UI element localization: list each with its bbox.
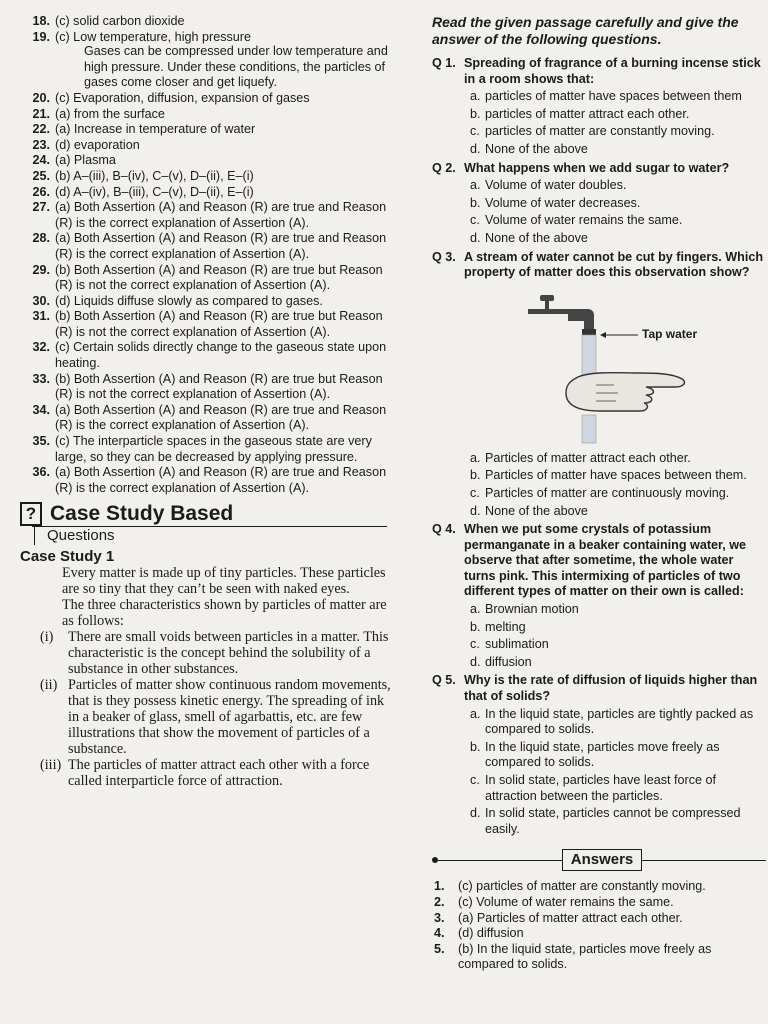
answer-item (20, 309, 392, 340)
answer-option (432, 773, 766, 804)
answer-key-item (432, 879, 766, 895)
answer-item (20, 434, 392, 465)
question-number: Q 1. (432, 56, 456, 70)
option-letter: c. (470, 485, 480, 500)
answer-text: (d) Liquids diffuse slowly as compared to gases. (55, 293, 323, 308)
option-letter: a. (470, 178, 481, 193)
question-text: Why is the rate of diffusion of liquids higher than that of solids? (464, 673, 758, 704)
case-paragraph-1: Every matter is made up of tiny particles. These particles are so tiny that they can’t be seen with naked eyes. (62, 565, 386, 597)
answer-option (432, 740, 766, 771)
question-mark-icon: ? (20, 502, 42, 526)
answer-number: 29. (32, 262, 50, 277)
answer-option (432, 178, 766, 194)
answer-item (20, 91, 392, 107)
answer-key-number: 2. (434, 894, 445, 909)
answer-text: (b) Both Assertion (A) and Reason (R) are true but Reason (R) is not the correct explanation of Assertion (A). (55, 371, 383, 402)
answer-option (432, 707, 766, 738)
case-list-item (20, 757, 392, 789)
question-list (432, 56, 766, 837)
answer-item (20, 138, 392, 154)
roman-numeral: (i) (40, 629, 54, 645)
answer-text: (c) Certain solids directly change to the gaseous state upon heating. (55, 340, 387, 371)
option-text: In the liquid state, particles move freely as compared to solids. (485, 739, 720, 770)
answer-number: 25. (32, 168, 50, 183)
answer-text: (c) solid carbon dioxide (55, 14, 185, 28)
answer-text: (b) Both Assertion (A) and Reason (R) are true but Reason (R) is not the correct explanation of Assertion (A). (55, 262, 383, 293)
case-list-item (20, 629, 392, 677)
answer-key-number: 1. (434, 879, 445, 894)
option-text: Volume of water remains the same. (485, 213, 683, 228)
answer-number: 26. (32, 184, 50, 199)
option-text: In the liquid state, particles are tightly packed as compared to solids. (485, 706, 754, 737)
option-letter: b. (470, 106, 481, 121)
option-letter: d. (470, 141, 481, 156)
option-text: Particles of matter are continuously moving. (485, 485, 730, 500)
option-text: None of the above (485, 230, 588, 245)
answer-number: 35. (32, 434, 50, 449)
answer-option (432, 142, 766, 158)
answer-number: 28. (32, 231, 50, 246)
option-letter: d. (470, 806, 481, 821)
answer-number: 18. (32, 14, 50, 28)
question-number: Q 2. (432, 160, 456, 175)
question (432, 161, 766, 177)
answer-option (432, 468, 766, 484)
tap-icon (468, 287, 718, 447)
divider (438, 860, 562, 861)
answer-key-text: (c) Volume of water remains the same. (458, 894, 674, 909)
answer-text: (c) The interparticle spaces in the gaseous state are very large, so they can be decreased by applying pressure. (55, 434, 372, 464)
case-paragraph-2: The three characteristics shown by particles of matter are as follows: (62, 597, 387, 629)
answer-text: (a) Both Assertion (A) and Reason (R) are true and Reason (R) is the correct explanation of Assertion (A). (55, 402, 387, 433)
option-text: None of the above (485, 141, 588, 156)
question-number: Q 4. (432, 522, 456, 537)
passage-instruction: Read the given passage carefully and give the answer of the following questions. (432, 14, 739, 47)
option-letter: d. (470, 503, 481, 518)
option-letter: a. (470, 89, 481, 104)
option-letter: b. (470, 195, 481, 210)
roman-numeral: (ii) (40, 677, 58, 693)
answer-key-text: (d) diffusion (458, 926, 524, 941)
case-study-header (20, 502, 392, 526)
answer-item (20, 263, 392, 294)
answer-item (20, 200, 392, 231)
option-text: particles of matter have spaces between them (485, 89, 742, 104)
option-letter: c. (470, 213, 480, 228)
answer-item (20, 294, 392, 310)
option-text: diffusion (485, 654, 532, 669)
case-item-text: The particles of matter attract each other with a force called interparticle force of attraction. (68, 757, 370, 789)
answer-number: 27. (32, 200, 50, 215)
answer-text: (a) Plasma (55, 153, 116, 168)
section-title: Case Study Based (50, 502, 234, 526)
answer-number: 22. (32, 122, 50, 137)
answer-option (432, 451, 766, 467)
answer-option (432, 806, 766, 837)
answer-number: 23. (32, 137, 50, 152)
question-text: Spreading of fragrance of a burning incense stick in a room shows that: (464, 56, 761, 86)
answer-key-item (432, 911, 766, 927)
answers-title: Answers (562, 849, 643, 871)
answer-key-text: (b) In the liquid state, particles move freely as compared to solids. (458, 941, 712, 972)
answer-text: (a) from the surface (55, 106, 165, 121)
answer-explanation: Gases can be compressed under low temperature and high pressure. Under these conditions, the particles of gases come closer and get liquefy. (84, 44, 388, 90)
answer-option (432, 107, 766, 123)
option-letter: a. (470, 602, 481, 617)
answer-option (432, 124, 766, 140)
option-text: None of the above (485, 503, 588, 518)
option-text: Brownian motion (485, 602, 579, 617)
divider (642, 860, 766, 861)
answer-item (20, 403, 392, 434)
answer-option (432, 620, 766, 636)
option-letter: b. (470, 468, 481, 483)
answer-number: 32. (32, 340, 50, 355)
answer-item (20, 122, 392, 138)
option-text: Volume of water decreases. (485, 195, 641, 210)
answer-key-item (432, 942, 766, 973)
option-text: Particles of matter have spaces between them. (485, 468, 747, 483)
answer-number: 24. (32, 153, 50, 168)
option-text: sublimation (485, 637, 549, 652)
option-text: Volume of water doubles. (485, 178, 627, 193)
option-letter: c. (470, 773, 480, 787)
option-letter: d. (470, 654, 481, 669)
figure-label: Tap water (642, 326, 698, 341)
case-item-text: There are small voids between particles in a matter. This characteristic is the concept behind the solubility of a substance in other substances. (68, 629, 389, 677)
answer-item (20, 465, 392, 496)
answer-number: 20. (32, 90, 50, 105)
question (432, 673, 766, 704)
answer-option (432, 89, 766, 105)
option-letter: b. (470, 619, 481, 634)
answer-item (20, 372, 392, 403)
case-items (20, 629, 392, 789)
case-list-item (20, 677, 392, 757)
option-text: particles of matter attract each other. (485, 106, 690, 121)
question (432, 56, 766, 87)
left-column (20, 14, 392, 789)
answer-key-number: 3. (434, 910, 445, 925)
answer-item (20, 340, 392, 371)
answer-number: 19. (32, 29, 50, 44)
answer-option (432, 504, 766, 520)
right-column (432, 14, 766, 973)
answer-item (20, 185, 392, 201)
answer-text: (a) Both Assertion (A) and Reason (R) are true and Reason (R) is the correct explanation of Assertion (A). (55, 231, 387, 261)
question-text: A stream of water cannot be cut by fingers. Which property of matter does this observation show? (464, 249, 764, 280)
option-text: particles of matter are constantly moving. (485, 124, 715, 139)
case-heading: Case Study 1 (20, 548, 115, 566)
answer-item (20, 30, 392, 46)
option-letter: d. (470, 230, 481, 245)
answer-text: (d) A–(iv), B–(iii), C–(v), D–(ii), E–(i) (55, 184, 254, 199)
answer-key-item (432, 926, 766, 942)
question-number: Q 5. (432, 673, 456, 688)
option-letter: b. (470, 739, 481, 754)
answer-option (432, 231, 766, 247)
answer-key-number: 4. (434, 926, 445, 941)
option-letter: a. (470, 450, 481, 465)
answer-item (20, 231, 392, 262)
option-text: In solid state, particles have least force of attraction between the particles. (485, 773, 717, 803)
answer-text: (c) Evaporation, diffusion, expansion of gases (55, 90, 310, 105)
answer-text: (b) A–(iii), B–(iv), C–(v), D–(ii), E–(i) (55, 168, 254, 183)
answer-option (432, 196, 766, 212)
question (432, 250, 766, 281)
answer-text: (a) Both Assertion (A) and Reason (R) are true and Reason (R) is the correct explanation of Assertion (A). (55, 465, 387, 495)
answer-item (20, 14, 392, 30)
answer-key (432, 879, 766, 973)
question-number: Q 3. (432, 249, 456, 264)
roman-numeral: (iii) (40, 757, 62, 773)
option-letter: c. (470, 124, 480, 139)
answers-header (432, 849, 766, 871)
answer-number: 36. (32, 465, 50, 480)
answer-item (20, 169, 392, 185)
answer-number: 31. (32, 309, 50, 324)
option-letter: c. (470, 637, 480, 652)
tap-water-figure (468, 287, 766, 447)
answer-number: 33. (32, 371, 50, 386)
answer-item (20, 153, 392, 169)
answer-option (432, 602, 766, 618)
answer-text: (d) evaporation (55, 137, 140, 152)
answer-text: (a) Increase in temperature of water (55, 122, 256, 137)
section-subtitle: Questions (34, 527, 115, 545)
option-letter: a. (470, 706, 481, 721)
option-text: Particles of matter attract each other. (485, 450, 691, 465)
answer-text: (b) Both Assertion (A) and Reason (R) are true but Reason (R) is not the correct explanation of Assertion (A). (55, 309, 383, 339)
answer-item (20, 107, 392, 123)
answer-option (432, 655, 766, 671)
answer-number: 30. (32, 293, 50, 308)
question-text: When we put some crystals of potassium permanganate in a beaker containing water, we observe that after sometime, the whole water turns pink. This intermixing of particles of two different types of matter on their own is called: (464, 522, 747, 599)
answer-text: (c) Low temperature, high pressure (55, 29, 251, 44)
answer-list (20, 14, 392, 496)
question-text: What happens when we add sugar to water? (464, 160, 730, 175)
answer-option (432, 486, 766, 502)
answer-key-item (432, 895, 766, 911)
answer-text: (a) Both Assertion (A) and Reason (R) are true and Reason (R) is the correct explanation of Assertion (A). (55, 200, 387, 230)
answer-key-text: (a) Particles of matter attract each other. (458, 910, 683, 925)
answer-option (432, 637, 766, 653)
option-text: In solid state, particles cannot be compressed easily. (485, 806, 741, 836)
case-item-text: Particles of matter show continuous random movements, that is they possess kinetic energy. The spreading of ink in a beaker of glass, smell of agarbattis, etc. are few illustrations that show the movement of particles of a substance. (68, 677, 391, 757)
option-text: melting (485, 619, 526, 634)
answer-option (432, 213, 766, 229)
answer-key-number: 5. (434, 941, 445, 956)
question (432, 522, 766, 600)
answer-number: 34. (32, 402, 50, 417)
answer-key-text: (c) particles of matter are constantly moving. (458, 879, 706, 894)
answer-number: 21. (32, 106, 50, 121)
